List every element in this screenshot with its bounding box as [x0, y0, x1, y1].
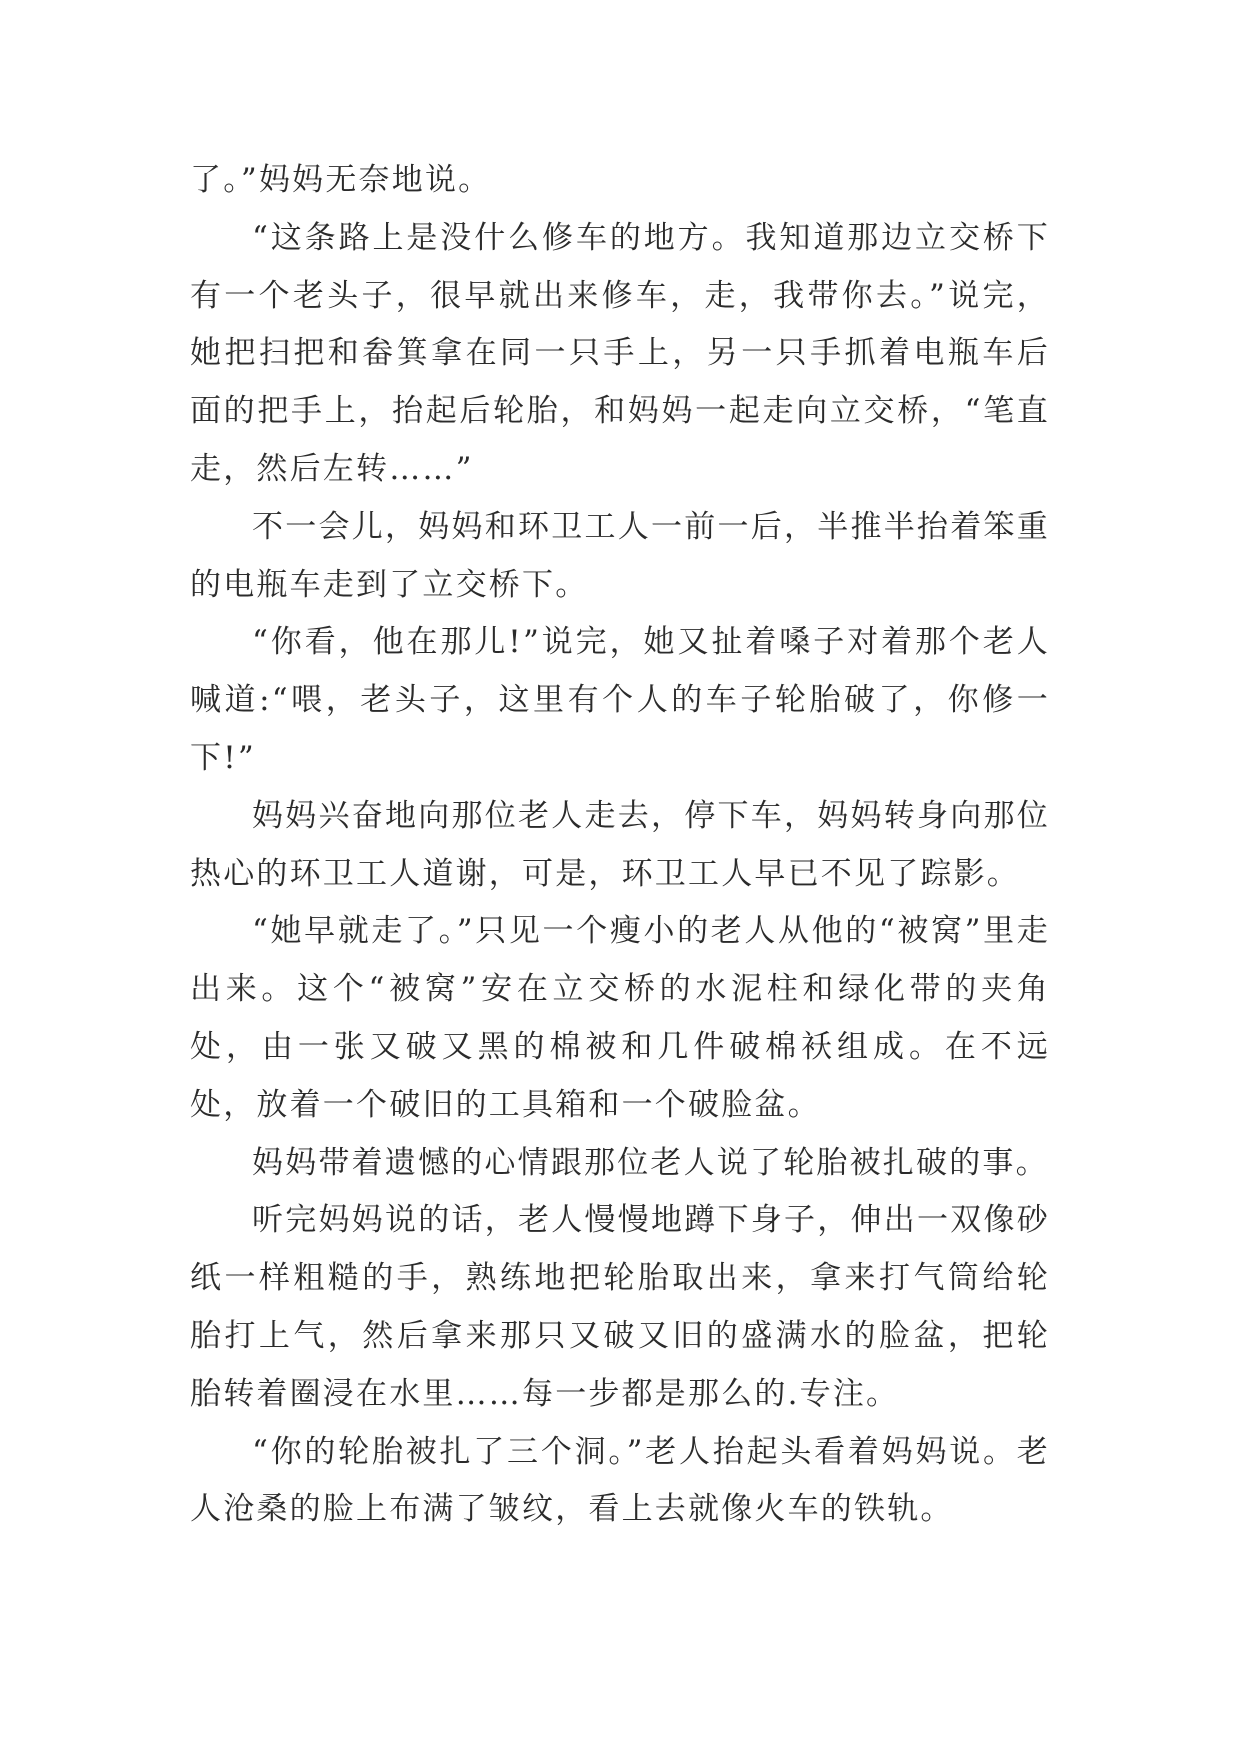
paragraph-5: 妈妈兴奋地向那位老人走去，停下车，妈妈转身向那位热心的环卫工人道谢，可是，环卫工人早已不见了踪影。	[190, 797, 1050, 892]
paragraph-9: “你的轮胎被扎了三个洞。”老人抬起头看着妈妈说。老人沧桑的脸上布满了皱纹，看上去就像火车的铁轨。	[190, 1433, 1050, 1528]
paragraph-2: “这条路上是没什么修车的地方。我知道那边立交桥下有一个老头子，很早就出来修车，走，我带你去。”说完，她把扫把和畚箕拿在同一只手上，另一只手抓着电瓶车后面的把手上，抬起后轮胎，和妈妈一起走向立交桥，“笔直走，然后左转……”	[190, 219, 1050, 487]
paragraph-1: 了。”妈妈无奈地说。	[190, 162, 492, 198]
paragraph-4: “你看，他在那儿!”说完，她又扯着嗓子对着那个老人喊道:“喂，老头子，这里有个人的车子轮胎破了，你修一下!”	[190, 624, 1050, 776]
paragraph-3: 不一会儿，妈妈和环卫工人一前一后，半推半抬着笨重的电瓶车走到了立交桥下。	[190, 508, 1050, 603]
paragraph-6: “她早就走了。”只见一个瘦小的老人从他的“被窝”里走出来。这个“被窝”安在立交桥的水泥柱和绿化带的夹角处，由一张又破又黑的棉被和几件破棉袄组成。在不远处，放着一个破旧的工具箱和一个破脸盆。	[190, 913, 1050, 1123]
body-text	[190, 152, 1050, 1539]
paragraph-7: 妈妈带着遗憾的心情跟那位老人说了轮胎被扎破的事。	[252, 1144, 1049, 1181]
paragraph-8: 听完妈妈说的话，老人慢慢地蹲下身子，伸出一双像砂纸一样粗糙的手，熟练地把轮胎取出来，拿来打气筒给轮胎打上气，然后拿来那只又破又旧的盛满水的脸盆，把轮胎转着圈浸在水里……每一步都是那么的.专注。	[190, 1202, 1050, 1412]
